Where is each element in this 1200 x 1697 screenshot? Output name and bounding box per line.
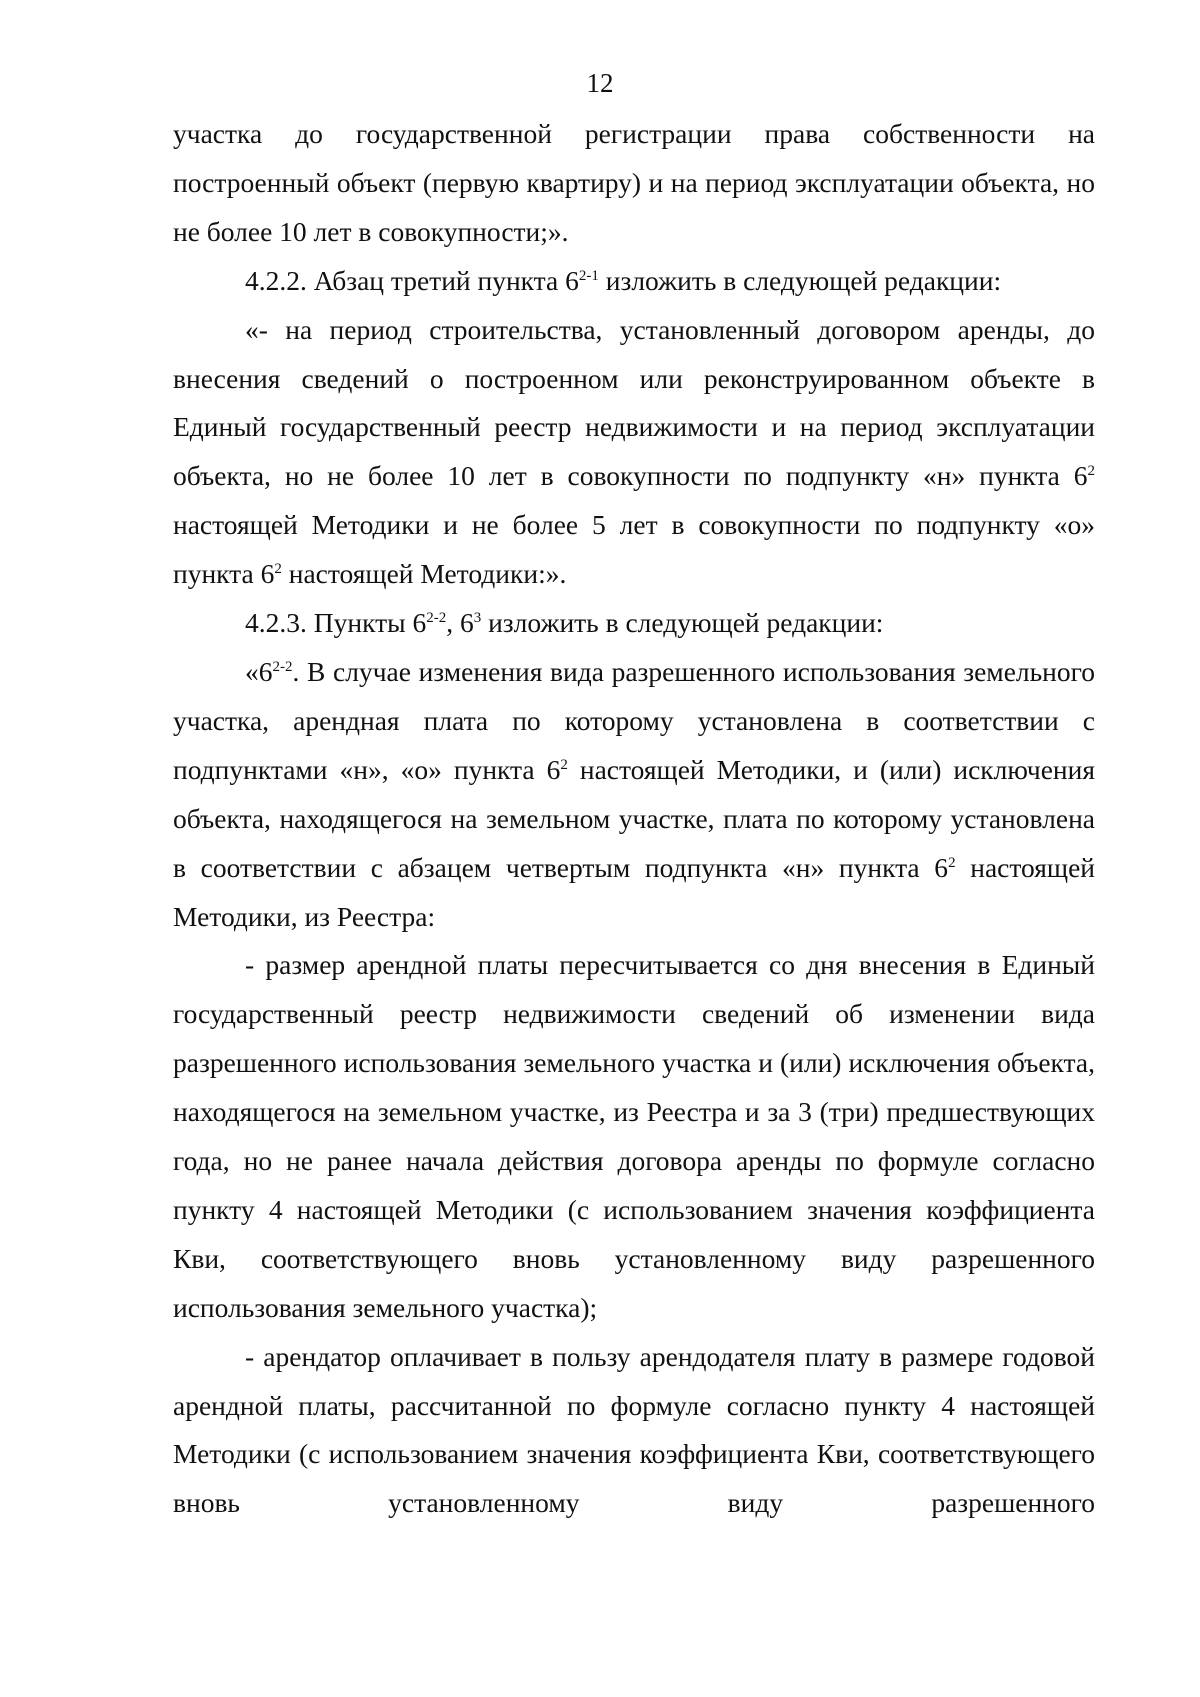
paragraph-text: изложить в следующей редакции: (481, 607, 884, 639)
paragraph-text: 4.2.2. Абзац третий пункта 6 (245, 264, 579, 296)
paragraph-4-2-2 (173, 257, 1095, 306)
paragraph-text: . В случае изменения вида разрешенного использования земельного участка, арендная плата по которому установлена в соответствии с подпунктами «н», «о» пункта 6 (173, 655, 1095, 785)
superscript: 2 (560, 756, 568, 773)
paragraph-text: «6 (245, 655, 273, 687)
list-item-tenant-payment: - арендатор оплачивает в пользу арендодателя плату в размере годовой арендной платы, рассчитанной по формуле согласно пункту 4 настоящей Методики (с использованием значения коэффициента Кви, соответствующего вновь установленному виду разрешенного (173, 1340, 1095, 1519)
superscript: 2 (274, 561, 282, 578)
quoted-paragraph-construction-period (173, 306, 1095, 599)
document-body (173, 110, 1095, 1528)
paragraph-continuation: участка до государственной регистрации права собственности на построенный объект (первую квартиру) и на период эксплуатации объекта, но не более 10 лет в совокупности;». (173, 118, 1095, 247)
superscript: 3 (473, 610, 482, 627)
superscript: 2 (948, 854, 956, 871)
paragraph-text: настоящей Методики и не более 5 лет в совокупности по подпункту «о» пункта 6 (173, 509, 1095, 590)
paragraph-4-2-3 (173, 599, 1095, 648)
superscript: 2-2 (272, 658, 293, 675)
paragraph-text: «- на период строительства, установленный договором аренды, до внесения сведений о построенном или реконструированном объекте в Единый государственный реестр недвижимости и на период эксплуатации объекта, но не более 10 лет в совокупности по подпункту «н» пункта 6 (173, 313, 1095, 492)
paragraph-text: настоящей Методики:». (281, 558, 567, 590)
superscript: 2 (1087, 463, 1095, 480)
paragraph-text: настоящей Методики, и (или) исключения объекта, находящегося на земельном участке, плата по которому установлена в соответствии с абзацем четвертым подпункта «н» пункта 6 (173, 753, 1095, 883)
superscript: 2-1 (578, 267, 599, 284)
superscript: 2-2 (426, 610, 447, 627)
paragraph-text: , 6 (446, 607, 474, 639)
paragraph-text: изложить в следующей редакции: (598, 264, 1002, 296)
paragraph-text: 4.2.3. Пункты 6 (245, 607, 427, 639)
quoted-paragraph-6-2-2 (173, 648, 1095, 941)
paragraph-text: настоящей Методики, из Реестра: (173, 851, 1095, 932)
page-number: 12 (586, 68, 614, 98)
list-item-rent-recalculation: - размер арендной платы пересчитывается со дня внесения в Единый государственный реестр недвижимости сведений об изменении вида разрешенного использования земельного участка и (или) исключения объекта, находящегося на земельном участке, из Реестра и за 3 (три) предшествующих года, но не ранее начала действия договора аренды по формуле согласно пункту 4 настоящей Методики (с использованием значения коэффициента Кви, соответствующего вновь установленному виду разрешенного использования земельного участка); (173, 949, 1095, 1323)
